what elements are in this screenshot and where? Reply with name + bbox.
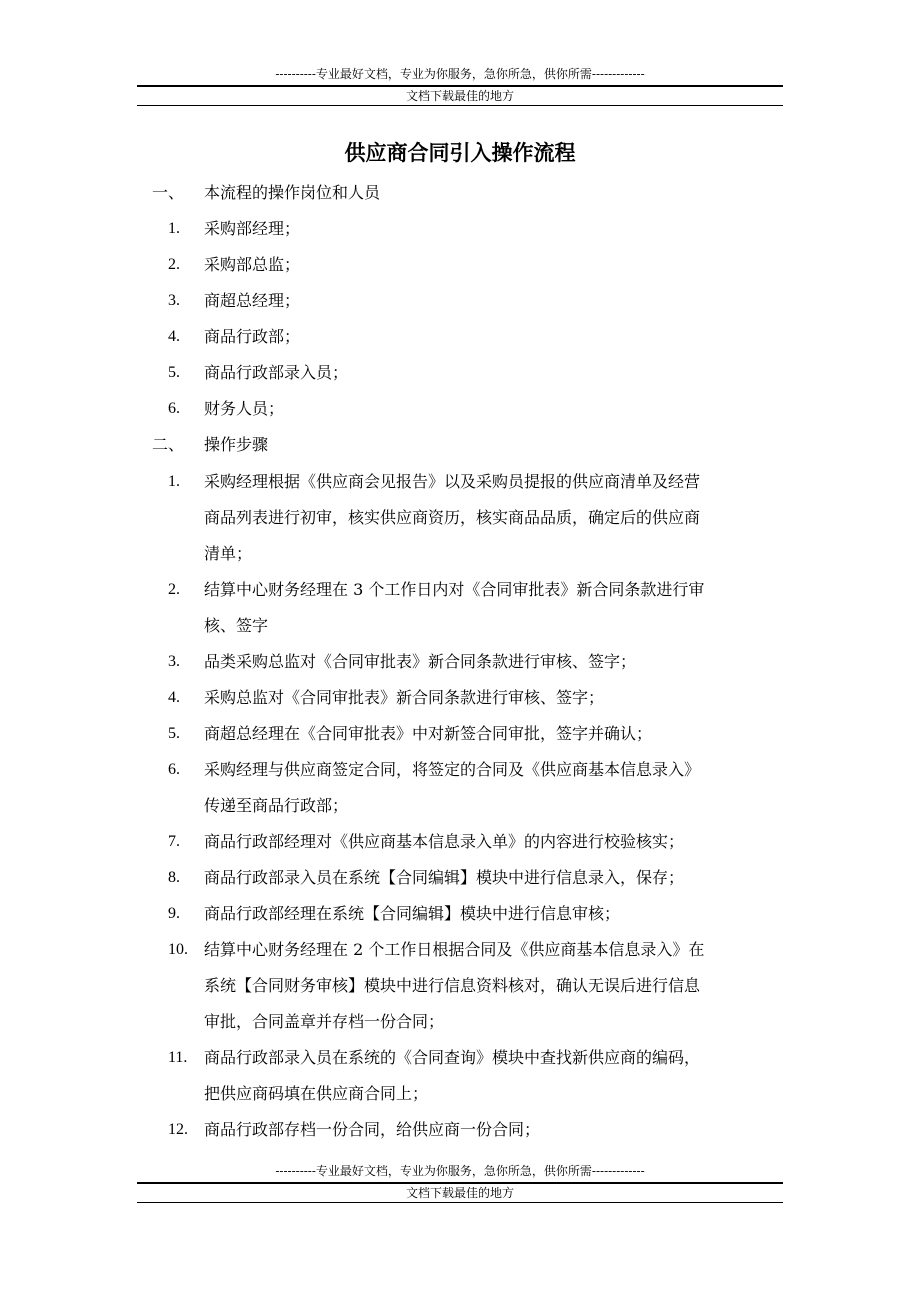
item-number: 3. — [168, 653, 180, 670]
header-slogan: ----------专业最好文档，专业为你服务，急你所急，供你所需------------- — [275, 67, 645, 81]
item-number: 11. — [168, 1049, 188, 1066]
list-item — [168, 686, 783, 722]
item-number: 7. — [168, 833, 180, 850]
list-item — [168, 578, 783, 650]
list-item — [168, 325, 783, 361]
page-header — [137, 66, 783, 106]
list-item — [168, 1118, 783, 1154]
item-text: 结算中心财务经理在 3 个工作日内对《合同审批表》新合同条款进行审 — [204, 580, 705, 599]
item-text: 采购部经理； — [204, 219, 301, 238]
item-text: 商品行政部存档一份合同，给供应商一份合同； — [204, 1120, 541, 1139]
list-item — [168, 902, 783, 938]
document-title: 供应商合同引入操作流程 — [344, 140, 576, 165]
item-number: 6. — [168, 761, 180, 778]
list-item — [168, 758, 783, 830]
item-text: 采购总监对《合同审批表》新合同条款进行审核、签字； — [204, 688, 605, 707]
list-item — [168, 722, 783, 758]
item-number: 4. — [168, 328, 180, 345]
section-title: 操作步骤 — [204, 435, 269, 454]
item-number: 5. — [168, 364, 180, 381]
item-number: 5. — [168, 725, 180, 742]
item-number: 2. — [168, 256, 180, 273]
section-heading-1 — [152, 181, 380, 205]
item-text: 核、签字 — [204, 616, 269, 635]
item-text: 传递至商品行政部； — [204, 796, 349, 815]
section-number: 一、 — [152, 183, 185, 202]
item-text: 商超总经理； — [204, 291, 301, 310]
item-text: 结算中心财务经理在 2 个工作日根据合同及《供应商基本信息录入》在 — [204, 940, 705, 959]
list-item — [168, 361, 783, 397]
item-text: 商品行政部； — [204, 327, 301, 346]
footer-rule-thin — [137, 1202, 783, 1203]
item-number: 8. — [168, 869, 180, 886]
item-text: 商超总经理在《合同审批表》中对新签合同审批，签字并确认； — [204, 724, 653, 743]
section-heading-2 — [152, 433, 268, 457]
item-number: 4. — [168, 689, 180, 706]
list-item — [168, 253, 783, 289]
list-item — [168, 397, 783, 433]
item-number: 3. — [168, 292, 180, 309]
list-item — [168, 866, 783, 902]
list-item — [168, 470, 783, 578]
list-item — [168, 650, 783, 686]
section-number: 二、 — [152, 435, 185, 454]
item-text: 商品列表进行初审，核实供应商资历，核实商品品质，确定后的供应商 — [204, 508, 701, 527]
list-item — [168, 830, 783, 866]
section-title: 本流程的操作岗位和人员 — [204, 183, 381, 202]
footer-slogan: ----------专业最好文档，专业为你服务，急你所急，供你所需------------- — [275, 1164, 645, 1178]
item-text: 商品行政部录入员； — [204, 363, 349, 382]
header-subtitle: 文档下载最佳的地方 — [405, 89, 514, 103]
item-number: 6. — [168, 400, 180, 417]
item-number: 9. — [168, 905, 180, 922]
item-text: 采购经理根据《供应商会见报告》以及采购员提报的供应商清单及经营 — [204, 472, 701, 491]
item-text: 品类采购总监对《合同审批表》新合同条款进行审核、签字； — [204, 652, 637, 671]
item-text: 系统【合同财务审核】模块中进行信息资料核对，确认无误后进行信息 — [204, 976, 701, 995]
item-text: 财务人员； — [204, 399, 285, 418]
item-text: 商品行政部录入员在系统的《合同查询》模块中查找新供应商的编码， — [204, 1048, 701, 1067]
item-number: 2. — [168, 581, 180, 598]
item-text: 清单； — [204, 544, 253, 563]
page-footer — [137, 1163, 783, 1203]
item-text: 商品行政部录入员在系统【合同编辑】模块中进行信息录入，保存； — [204, 868, 685, 887]
item-text: 把供应商码填在供应商合同上； — [204, 1084, 429, 1103]
list-item — [168, 289, 783, 325]
item-number: 1. — [168, 220, 180, 237]
item-text: 采购部总监； — [204, 255, 301, 274]
item-number: 12. — [168, 1121, 188, 1138]
footer-subtitle: 文档下载最佳的地方 — [405, 1186, 514, 1200]
item-text: 采购经理与供应商签定合同，将签定的合同及《供应商基本信息录入》 — [204, 760, 701, 779]
item-number: 10. — [168, 941, 188, 958]
list-item — [168, 217, 783, 253]
item-text: 审批，合同盖章并存档一份合同； — [204, 1012, 445, 1031]
item-number: 1. — [168, 473, 180, 490]
item-text: 商品行政部经理对《供应商基本信息录入单》的内容进行校验核实； — [204, 832, 685, 851]
header-rule-thin — [137, 105, 783, 106]
list-item — [168, 938, 783, 1046]
item-text: 商品行政部经理在系统【合同编辑】模块中进行信息审核； — [204, 904, 621, 923]
list-item — [168, 1046, 783, 1118]
